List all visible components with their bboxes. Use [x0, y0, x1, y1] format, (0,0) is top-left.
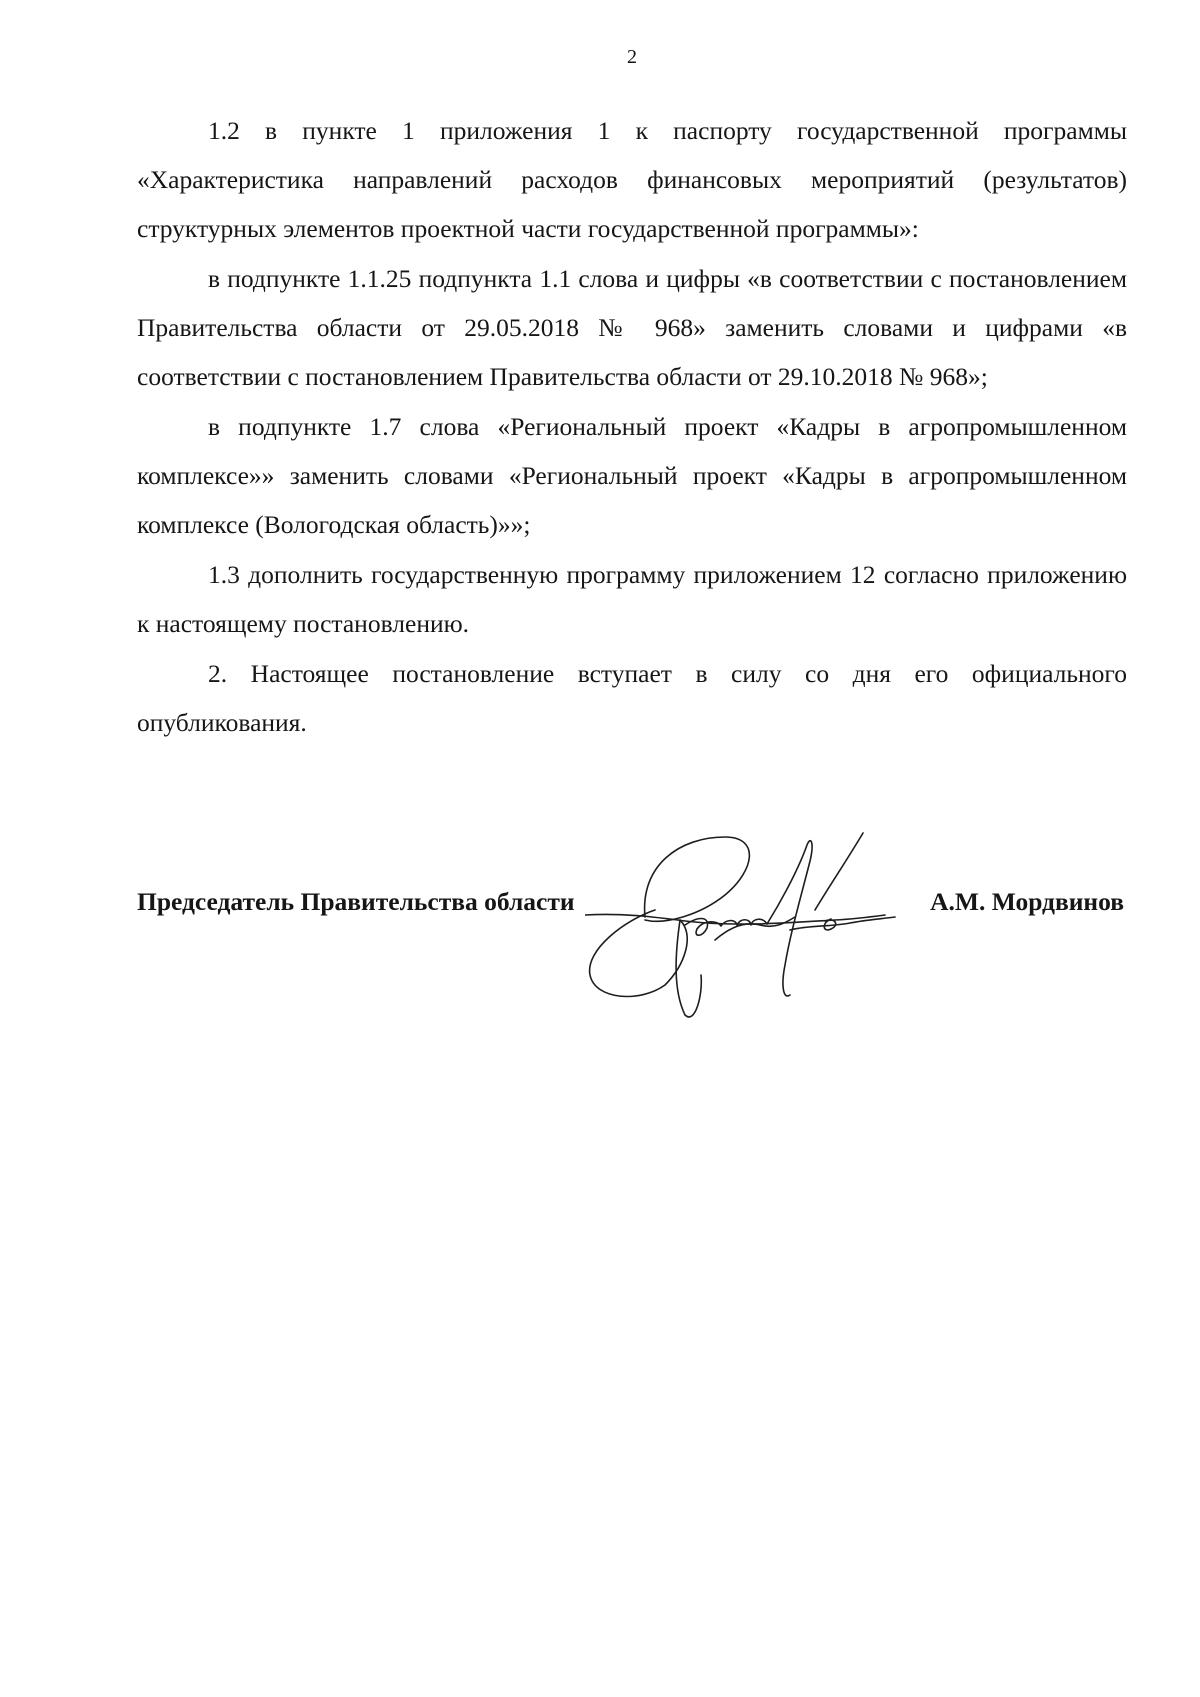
paragraph-1-3: 1.3 дополнить государственную программу приложением 12 согласно приложению к настоящему постановлению. — [137, 560, 1127, 638]
paragraph-2: 2. Настоящее постановление вступает в силу со дня его официального опубликования. — [137, 659, 1127, 737]
signer-name: А.М. Мордвинов — [930, 887, 1124, 916]
document-body — [137, 106, 1127, 748]
signer-position: Председатель Правительства области — [137, 887, 575, 916]
page-number: 2 — [627, 46, 637, 68]
paragraph-1-2: 1.2 в пункте 1 приложения 1 к паспорту государственной программы «Характеристика направлений расходов финансовых мероприятий (результатов) структурных элементов проектной части государственной программы»: — [137, 116, 1127, 243]
handwritten-signature — [585, 825, 925, 1025]
paragraph-subpoint-1-1-25: в подпункте 1.1.25 подпункта 1.1 слова и цифры «в соответствии с постановлением Правительства области от 29.05.2018 № 968» заменить словами и цифрами «в соответствии с постановлением Правительства области от 29.10.2018 № 968»; — [137, 264, 1127, 391]
paragraph-subpoint-1-7: в подпункте 1.7 слова «Региональный проект «Кадры в агропромышленном комплексе»» заменить словами «Региональный проект «Кадры в агропромышленном комплексе (Вологодская область)»»; — [137, 412, 1127, 539]
